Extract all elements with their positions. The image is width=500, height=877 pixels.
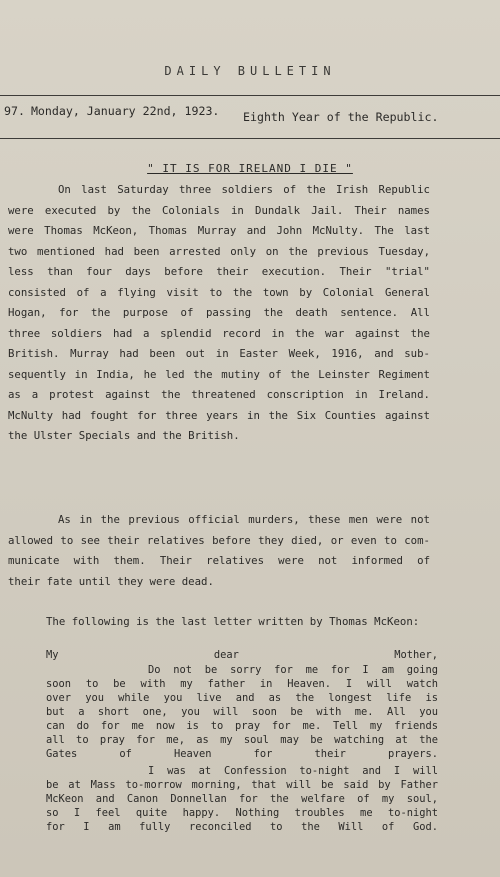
letter-salutation: My dear Mother,	[46, 649, 438, 661]
paragraph-1	[8, 180, 430, 447]
letter-line: I was at Confession to-night and I will	[148, 765, 438, 777]
paragraph-line: sequently in India, he led the mutiny of the Leinster Regiment	[8, 367, 430, 381]
letter-line: all to pray for me, as my soul may be watching at the	[46, 734, 438, 746]
paragraph-line: less than four days before their execution. Their "trial"	[8, 265, 430, 278]
paragraph-line: consisted of a flying visit to the town by Colonial General	[8, 285, 430, 299]
letter-line: can do for me now is to pray for me. Tell my friends	[46, 720, 438, 732]
paragraph-line: were executed by the Colonials in Dundalk Jail. Their names	[8, 203, 430, 217]
letter-line: be at Mass to-morrow morning, that will be said by Father	[46, 779, 438, 791]
paragraph-line: their fate until they were dead.	[8, 574, 214, 588]
letter-line: soon to be with my father in Heaven. I will watch	[46, 678, 438, 690]
issue-era: Eighth Year of the Republic.	[243, 110, 439, 124]
article-headline: " IT IS FOR IRELAND I DIE "	[147, 162, 353, 175]
dateline	[4, 104, 484, 124]
letter-line: McKeon and Canon Donnellan for the welfare of my soul,	[46, 793, 438, 805]
paragraph-line: allowed to see their relatives before they died, or even to com-	[8, 533, 430, 547]
paragraph-line: three soldiers had a splendid record in the war against the	[8, 326, 430, 340]
letter-line: so I feel quite happy. Nothing troubles me to-night	[46, 807, 438, 819]
letter-intro-text: The following is the last letter written by Thomas McKeon:	[46, 615, 420, 628]
letter-body	[46, 648, 438, 834]
paragraph-line: Hogan, for the purpose of passing the death sentence. All	[8, 306, 430, 319]
paragraph-line: municate with them. Their relatives were not informed of	[8, 554, 430, 567]
letter-line: but a short one, you will soon be with me. All you	[46, 706, 438, 718]
paragraph-line: two mentioned had been arrested only on the previous Tuesday,	[8, 244, 430, 258]
paragraph-line: were Thomas McKeon, Thomas Murray and John McNulty. The last	[8, 224, 430, 237]
masthead-title: DAILY BULLETIN	[164, 64, 336, 78]
paragraph-line: McNulty had fought for three years in the Six Counties against	[8, 408, 430, 422]
issue-number: 97.	[4, 104, 25, 118]
masthead-rule	[0, 95, 500, 96]
paragraph-line: as a protest against the threatened conscription in Ireland.	[8, 388, 430, 401]
dateline-rule	[0, 138, 500, 139]
issue-date: Monday, January 22nd, 1923.	[30, 104, 220, 118]
paragraph-line: British. Murray had been out in Easter Week, 1916, and sub-	[8, 347, 430, 360]
letter-line: Gates of Heaven for their prayers.	[46, 748, 438, 760]
letter-line: for I am fully reconciled to the Will of God.	[46, 821, 438, 833]
letter-intro	[46, 612, 446, 633]
paragraph-line: the Ulster Specials and the British.	[8, 429, 240, 442]
paragraph-2	[8, 510, 430, 592]
letter-line: Do not be sorry for me for I am going	[148, 664, 438, 676]
paragraph-line: On last Saturday three soldiers of the Irish Republic	[58, 183, 430, 196]
letter-line: over you while you live and as the longest life is	[46, 692, 438, 704]
paragraph-line: As in the previous official murders, these men were not	[58, 513, 430, 526]
